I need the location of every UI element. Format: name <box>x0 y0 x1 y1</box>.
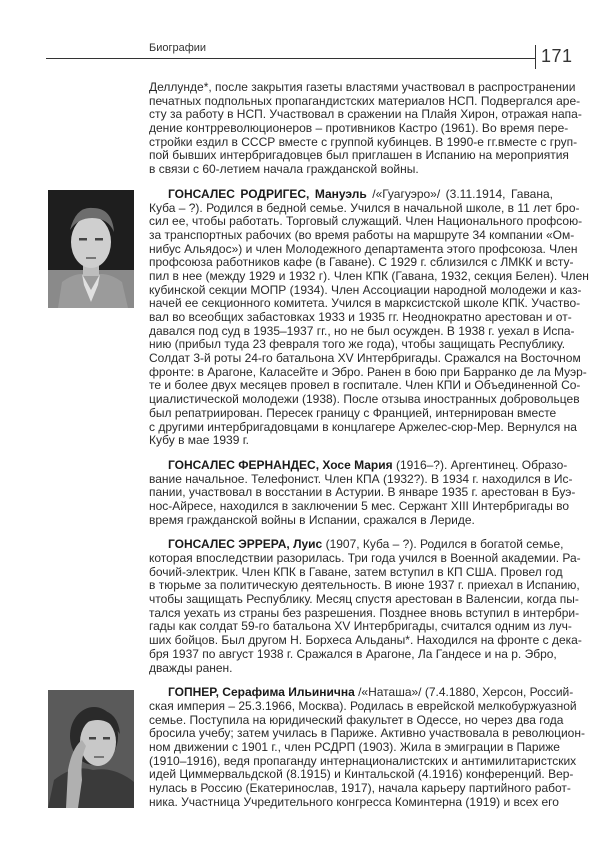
text-line: семье. Поступила на юридический факультет в Одессе, но через два года <box>149 712 564 727</box>
text-line: Куба – ?). Родился в бедной семье. Учился в начальной школе, в 11 лет бро- <box>149 200 580 215</box>
text-line: гады как солдат 59-го батальона XV Интербригады, считался одним из луч- <box>149 619 572 634</box>
biography-entry <box>149 457 576 527</box>
text-line: Кубу в мае 1939 г. <box>149 433 249 448</box>
text-line: давался под суд в 1935–1937 гг., но не был осужден. В 1938 г. уехал в Испа- <box>149 323 575 338</box>
entry-name: ГОНСАЛЕС ФЕРНАНДЕС, Хосе Мария <box>168 457 393 472</box>
text-line: сил ее, чтобы работать. Торговый служащий. Член Национального профсою- <box>149 214 583 229</box>
text-line: пании, участвовал в восстании в Астурии. В январе 1935 г. арестован в Буэ- <box>149 485 576 500</box>
text-line: нос-Айресе, находился в заключении 5 мес. Сержант XIII Интербригады во <box>149 498 570 513</box>
text-line: те и более двух месяцев провел в госпитале. Член КПИ и Объединенной Со- <box>149 378 581 393</box>
text-line: профсоюза работников кафе (в Гаване). С 1929 г. сблизился с ЛМКК и всту- <box>149 255 574 270</box>
text-line: бря 1937 по август 1938 г. Сражался в Арагоне, Ла Гандесе и на р. Эбро, <box>149 646 557 661</box>
text-line: начей ее секционного комитета. Учился в марксистской школе КПК. Участво- <box>149 296 581 311</box>
text-line: печатных подпольных пропагандистских материалов НСП. Подвергался аре- <box>149 93 581 108</box>
portrait-photo-gopner <box>48 690 134 808</box>
text-line <box>149 537 564 552</box>
entry-text: /«Наташа»/ (7.4.1880, Херсон, Россий- <box>354 685 574 700</box>
portrait-photo-gonzalez-rodriguez <box>48 190 134 308</box>
text-line <box>149 188 553 202</box>
text-line: бочий-электрик. Член КПК в Гаване, затем вступил в КП США. Провел год <box>149 564 563 579</box>
text-line: бросила учебу; затем училась в Париже. Активно участвовала в революцион- <box>149 726 585 741</box>
text-line: в тюрьме за политическую деятельность. В июне 1937 г. приехал в Испанию, <box>149 578 580 593</box>
text-line: время гражданской войны в Испании, сражался в Лериде. <box>149 512 475 527</box>
text-line: циалистической молодежи (1938). После отзыва иностранных добровольцев <box>149 392 580 407</box>
text-line: вал во всеобщих забастовках 1933 и 1935 гг. Неоднократно арестован и от- <box>149 310 572 324</box>
continued-paragraph <box>149 80 582 177</box>
text-line: фронте: в Арагоне, Каласейте и Эбро. Ранен в бою при Барранко де ла Муэр- <box>149 364 587 379</box>
text-line: был репатриирован. Пересек границу с Францией, интернирован вместе <box>149 405 557 420</box>
text-line: нибус Альядос») и член Молодежного департамента этого профсоюза. Член <box>149 241 578 256</box>
text-line: ших бойцов. Был другом Н. Борхеса Альданы*. Находился на фронте с дека- <box>149 633 582 648</box>
text-line: чтобы защищать Республику. Месяц спустя арестован в Валенсии, когда пы- <box>149 592 579 607</box>
text-line: ника. Участница Учредительного конгресса Коминтерна (1919) и всех его <box>149 794 559 809</box>
text-line: нию (прибыл туда 23 февраля того же года), чтобы защищать Республику. <box>149 337 566 352</box>
text-line: (1910–1916), ведя пропаганду интернационалистских и антимилитаристских <box>149 753 577 768</box>
header-tick <box>535 45 536 69</box>
text-line <box>149 457 568 473</box>
text-line: вание начальное. Телефонист. Член КПА (1932?). В 1934 г. находился в Ис- <box>149 471 573 486</box>
biography-entry <box>149 537 582 675</box>
text-line: Солдат 3-й роты 24-го батальона XV Интербригады. Сражался на Восточном <box>149 351 581 366</box>
text-line: дважды ранен. <box>149 660 233 675</box>
text-line: тался уехать из страны без разрешения. Позднее вновь вступил в интербри- <box>149 605 580 620</box>
text-line <box>149 685 574 700</box>
text-line: дение контрреволюционеров – противников Кастро (1961). Во время пере- <box>149 121 569 136</box>
biography-text-column <box>149 80 589 820</box>
biography-entry <box>149 186 589 448</box>
entry-name: ГОНСАЛЕС ЭРРЕРА, Луис <box>168 537 323 552</box>
text-line: в связи с 60-летием начала гражданской войны. <box>149 162 419 177</box>
text-line: пил в нее (между 1929 и 1932 г). Член КПК (Гавана, 1932, секция Белен). Член <box>149 268 589 283</box>
text-line: пой бывших интербригадовцев был приглашен в Испанию на мероприятия <box>149 148 569 163</box>
text-line: кубинской секции МОПР (1934). Член Ассоциации народной молодежи и каз- <box>149 282 582 297</box>
entry-text: /«Гуагуэро»/ (3.11.1914, Гавана, <box>366 186 553 201</box>
text-line: которая впоследствии разорилась. Три года учился в Военной академии. Ра- <box>149 551 581 565</box>
biography-entry <box>149 685 585 809</box>
text-line: Деллунде*, после закрытия газеты властями участвовал в распространении <box>149 80 576 94</box>
text-line: стройки ездил в СССР вместе с группой кубинцев. В 1990-е гг.вместе с груп- <box>149 134 578 149</box>
section-title: Биографии <box>149 42 207 54</box>
text-line: нулась в Россию (Екатеринослав, 1917), начала карьеру партийного работ- <box>149 781 571 795</box>
text-line: ская империя – 25.3.1966, Москва). Родилась в еврейской мелкобуржуазной <box>149 698 577 713</box>
entry-text: (1907, Куба – ?). Родился в богатой семье, <box>322 537 564 552</box>
page-number: 171 <box>541 46 573 66</box>
header-rule <box>46 58 535 59</box>
entry-name: ГОПНЕР, Серафима Ильинична <box>168 685 355 700</box>
text-line: ном движении с 1901 г., член РСДРП (1903). Жила в эмиграции в Париже <box>149 739 560 754</box>
text-line: идей Циммервальдской (8.1915) и Кинтальской (4.1916) конференций. Вер- <box>149 767 574 782</box>
text-line: за транспортных рабочих (во время работы на маршруте 34 компании «Ом- <box>149 227 575 242</box>
entry-name: ГОНСАЛЕС РОДРИГЕС, Мануэль <box>168 186 367 201</box>
entry-text: (1916–?). Аргентинец. Образо- <box>392 457 568 472</box>
text-line: с другими интербригадовцами в концлагере Аржелес-сюр-Мер. Вернулся на <box>149 419 577 434</box>
text-line: сту за работу в НСП. Участвовал в сражении на Плайя Хирон, отражая напа- <box>149 107 582 122</box>
